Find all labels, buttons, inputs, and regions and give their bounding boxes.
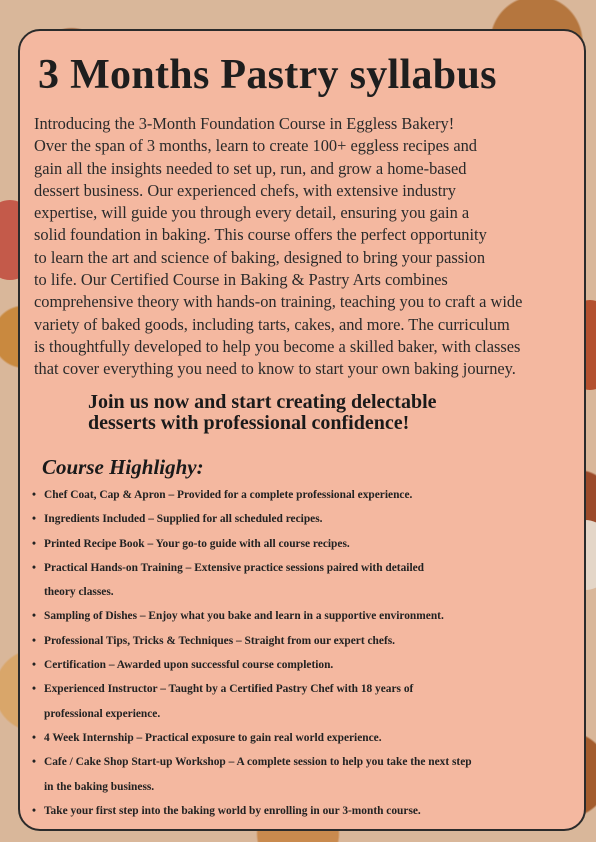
highlight-item-continuation: in the baking business. (44, 780, 155, 793)
highlight-item: • Take your first step into the baking world by enrolling in our 3-month course. (32, 799, 582, 823)
highlight-item-continuation: professional experience. (44, 707, 161, 720)
intro-line: Introducing the 3-Month Foundation Course in Eggless Bakery! (34, 114, 455, 133)
highlight-item: • 4 Week Internship – Practical exposure to gain real world experience. (32, 726, 582, 750)
intro-paragraph (34, 113, 579, 381)
intro-line: that cover everything you need to know to start your own baking journey. (34, 359, 516, 379)
join-callout (88, 392, 437, 434)
intro-line: to learn the art and science of baking, designed to bring your passion (34, 247, 486, 267)
join-line: Join us now and start creating delectable (88, 391, 437, 413)
syllabus-panel (18, 29, 586, 831)
highlights-heading: Course Highlighy: (42, 455, 204, 479)
highlight-item: • Experienced Instructor – Taught by a Certified Pastry Chef with 18 years of (32, 677, 582, 701)
highlight-item: • Ingredients Included – Supplied for all scheduled recipes. (32, 507, 582, 531)
intro-line: expertise, will guide you through every detail, ensuring you gain a (34, 203, 470, 223)
highlight-item: • Cafe / Cake Shop Start-up Workshop – A complete session to help you take the next step (32, 750, 582, 774)
highlight-item: • Practical Hands-on Training – Extensive practice sessions paired with detailed (32, 556, 582, 580)
highlight-item: • Printed Recipe Book – Your go-to guide with all course recipes. (32, 532, 582, 556)
highlight-item: • Professional Tips, Tricks & Techniques – Straight from our expert chefs. (32, 629, 582, 653)
intro-line: dessert business. Our experienced chefs, with extensive industry (34, 180, 456, 200)
intro-line: solid foundation in baking. This course offers the perfect opportunity (34, 225, 487, 245)
intro-line: is thoughtfully developed to help you become a skilled baker, with classes (34, 336, 521, 356)
highlight-item-continuation: theory classes. (44, 586, 114, 599)
join-line: desserts with professional confidence! (88, 412, 410, 434)
intro-line: comprehensive theory with hands-on training, teaching you to craft a wide (34, 292, 523, 312)
highlight-item: • Chef Coat, Cap & Apron – Provided for a complete professional experience. (32, 483, 582, 507)
page-title: 3 Months Pastry syllabus (38, 52, 497, 98)
highlight-item: • Certification – Awarded upon successful course completion. (32, 653, 582, 677)
highlight-item: • Sampling of Dishes – Enjoy what you bake and learn in a supportive environment. (32, 604, 582, 628)
intro-line: variety of baked goods, including tarts, cakes, and more. The curriculum (34, 314, 510, 334)
intro-line: gain all the insights needed to set up, run, and grow a home-based (34, 158, 467, 178)
intro-line: Over the span of 3 months, learn to create 100+ eggless recipes and (34, 136, 477, 156)
intro-line: to life. Our Certified Course in Baking & Pastry Arts combines (34, 270, 448, 290)
highlights-list (32, 483, 582, 823)
